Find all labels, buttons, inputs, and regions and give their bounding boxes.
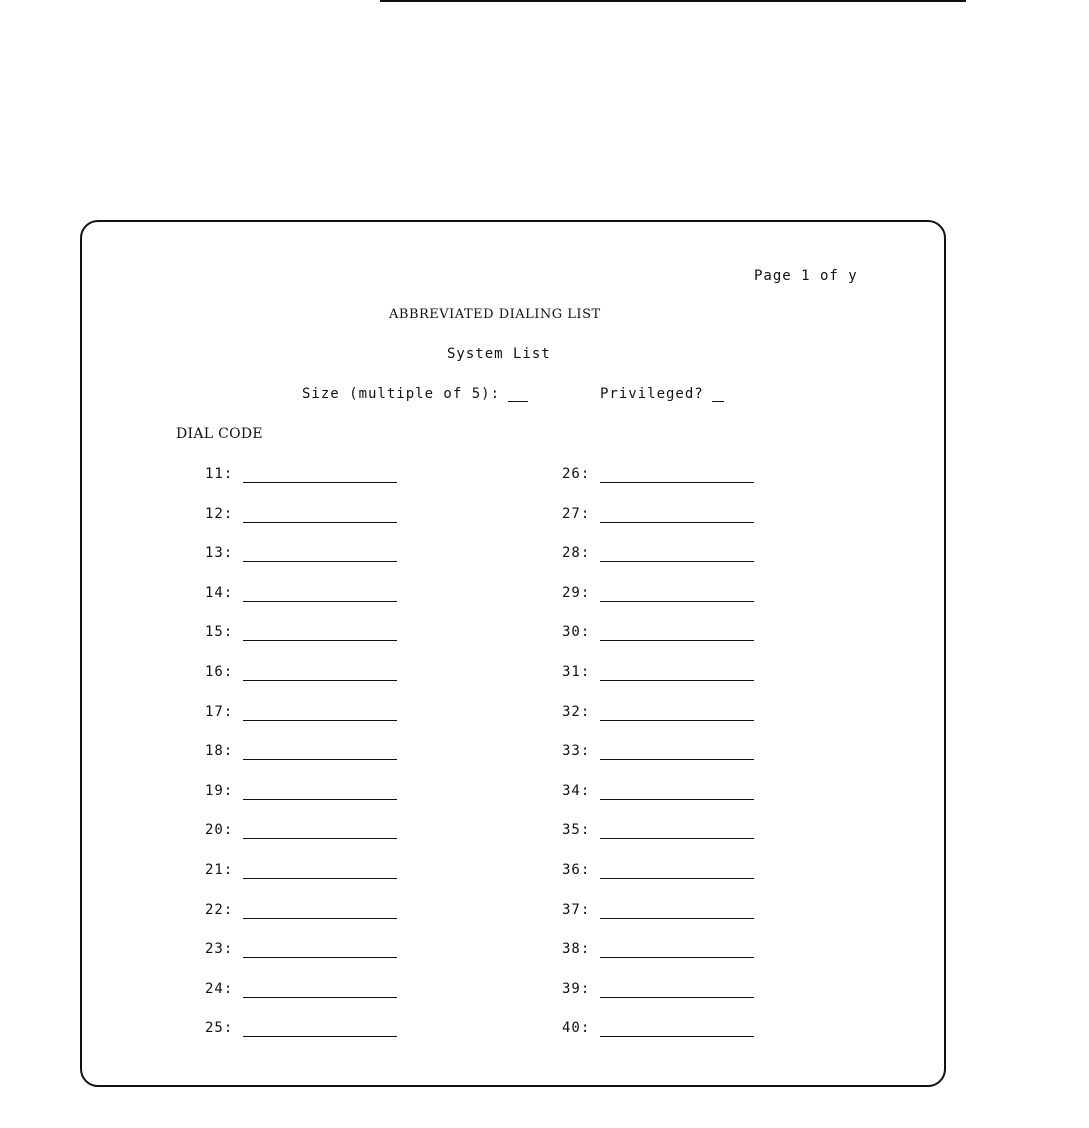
dial-number-input[interactable]	[243, 759, 397, 760]
dial-code-entry	[205, 506, 405, 530]
dial-code-label: 14:	[205, 585, 234, 601]
form-title: ABBREVIATED DIALING LIST	[389, 307, 601, 322]
dial-code-label: 31:	[562, 664, 591, 680]
dial-number-input[interactable]	[600, 640, 754, 641]
dial-code-label: 38:	[562, 941, 591, 957]
dial-code-entry	[205, 862, 405, 886]
dial-code-entry	[562, 545, 762, 569]
dial-code-entry	[205, 466, 405, 490]
dial-number-input[interactable]	[243, 1036, 397, 1037]
dial-number-input[interactable]	[243, 799, 397, 800]
dial-code-entry	[205, 704, 405, 728]
page-indicator: Page 1 of y	[754, 268, 858, 284]
dial-code-label: 13:	[205, 545, 234, 561]
dial-number-input[interactable]	[243, 482, 397, 483]
dial-code-entry	[205, 1020, 405, 1044]
size-input[interactable]	[508, 401, 528, 402]
size-label: Size (multiple of 5):	[302, 386, 501, 402]
dial-number-input[interactable]	[243, 838, 397, 839]
dial-code-label: 36:	[562, 862, 591, 878]
dial-code-entry	[562, 506, 762, 530]
dial-number-input[interactable]	[600, 680, 754, 681]
dial-code-entry	[562, 624, 762, 648]
dial-code-header: DIAL CODE	[176, 426, 263, 442]
dial-code-label: 39:	[562, 981, 591, 997]
dial-code-entry	[205, 545, 405, 569]
dial-code-entry	[562, 822, 762, 846]
dial-code-entry	[562, 664, 762, 688]
dial-code-entry	[562, 941, 762, 965]
dial-number-input[interactable]	[600, 522, 754, 523]
size-field-row	[302, 386, 528, 402]
dial-number-input[interactable]	[243, 680, 397, 681]
dial-code-label: 40:	[562, 1020, 591, 1036]
dial-number-input[interactable]	[243, 561, 397, 562]
dial-code-entry	[562, 585, 762, 609]
dial-code-entry	[205, 783, 405, 807]
dial-code-label: 21:	[205, 862, 234, 878]
dial-code-entry	[205, 902, 405, 926]
dial-number-input[interactable]	[600, 759, 754, 760]
dial-code-label: 27:	[562, 506, 591, 522]
dial-number-input[interactable]	[243, 601, 397, 602]
dial-number-input[interactable]	[600, 561, 754, 562]
dial-number-input[interactable]	[600, 601, 754, 602]
dial-code-entry	[205, 822, 405, 846]
dial-number-input[interactable]	[243, 640, 397, 641]
dial-code-entry	[205, 624, 405, 648]
dial-code-entry	[205, 743, 405, 767]
dial-number-input[interactable]	[600, 838, 754, 839]
dial-code-label: 18:	[205, 743, 234, 759]
dial-number-input[interactable]	[243, 957, 397, 958]
dial-code-label: 11:	[205, 466, 234, 482]
dial-code-label: 30:	[562, 624, 591, 640]
dial-code-entry	[562, 783, 762, 807]
dial-code-label: 37:	[562, 902, 591, 918]
top-rule	[380, 0, 966, 2]
dial-number-input[interactable]	[243, 878, 397, 879]
dial-code-entry	[562, 981, 762, 1005]
privileged-label: Privileged?	[600, 386, 704, 402]
dial-number-input[interactable]	[243, 522, 397, 523]
dial-code-entry	[562, 704, 762, 728]
dial-code-entry	[205, 664, 405, 688]
dial-code-label: 32:	[562, 704, 591, 720]
dial-number-input[interactable]	[600, 720, 754, 721]
dial-code-label: 35:	[562, 822, 591, 838]
dial-number-input[interactable]	[600, 957, 754, 958]
dial-code-label: 16:	[205, 664, 234, 680]
dial-code-entry	[562, 1020, 762, 1044]
privileged-field-row	[600, 386, 724, 402]
dial-code-label: 20:	[205, 822, 234, 838]
dial-number-input[interactable]	[243, 918, 397, 919]
dial-number-input[interactable]	[243, 997, 397, 998]
dial-code-label: 12:	[205, 506, 234, 522]
dial-code-label: 22:	[205, 902, 234, 918]
dial-code-entry	[205, 981, 405, 1005]
dial-code-label: 24:	[205, 981, 234, 997]
dial-code-label: 34:	[562, 783, 591, 799]
dial-number-input[interactable]	[600, 997, 754, 998]
form-subtitle: System List	[447, 346, 551, 362]
dial-code-label: 19:	[205, 783, 234, 799]
dial-code-label: 26:	[562, 466, 591, 482]
dial-code-label: 28:	[562, 545, 591, 561]
dial-number-input[interactable]	[600, 482, 754, 483]
dial-code-label: 23:	[205, 941, 234, 957]
dial-code-entry	[205, 941, 405, 965]
dial-code-entry	[562, 743, 762, 767]
privileged-input[interactable]	[712, 401, 724, 402]
dial-number-input[interactable]	[600, 799, 754, 800]
dial-number-input[interactable]	[600, 918, 754, 919]
dial-number-input[interactable]	[243, 720, 397, 721]
dial-code-label: 25:	[205, 1020, 234, 1036]
dial-code-entry	[562, 902, 762, 926]
dial-code-label: 33:	[562, 743, 591, 759]
dial-code-label: 15:	[205, 624, 234, 640]
dial-number-input[interactable]	[600, 1036, 754, 1037]
dial-number-input[interactable]	[600, 878, 754, 879]
dial-code-entry	[205, 585, 405, 609]
dial-code-label: 17:	[205, 704, 234, 720]
dial-code-entry	[562, 862, 762, 886]
dial-code-label: 29:	[562, 585, 591, 601]
dial-code-entry	[562, 466, 762, 490]
